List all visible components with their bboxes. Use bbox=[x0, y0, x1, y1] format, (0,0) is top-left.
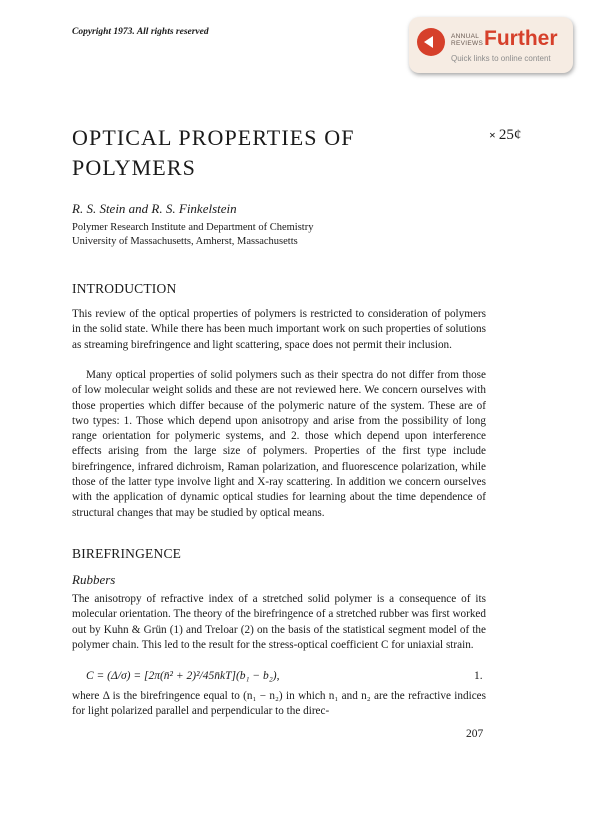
play-back-icon bbox=[417, 28, 445, 56]
page-number: 207 bbox=[466, 728, 484, 740]
birefringence-paragraph-2: where Δ is the birefringence equal to (n₁ − n₂) in which n₁ and n₂ are the refractive indices for light polarized parallel and perpendicular to the direc- bbox=[72, 690, 486, 718]
section-heading-birefringence: BIREFRINGENCE bbox=[72, 546, 182, 561]
equation-1: C = (Δ/σ) = [2π(n̄² + 2)²/45n̄kT](b₁ − b₂), bbox=[86, 670, 280, 682]
price-label bbox=[489, 127, 521, 144]
authors: R. S. Stein and R. S. Finkelstein bbox=[72, 201, 237, 216]
banner-further: Further bbox=[484, 27, 558, 50]
birefringence-paragraph-1: The anisotropy of refractive index of a stretched solid polymer is a consequence of its molecular orientation. The theory of the birefringence of a stretched rubber was first worked out by Kuhn & Grün (1) and Treloar (2) on the basis of the statistical segment model of the polymer chain. This led to the result for the stress-optical coefficient C for uniaxial strain. bbox=[72, 593, 486, 651]
banner-annual: ANNUAL bbox=[451, 33, 480, 40]
copyright-notice: Copyright 1973. All rights reserved bbox=[72, 27, 209, 37]
subsection-heading-rubbers: Rubbers bbox=[72, 572, 116, 587]
price-value: 25¢ bbox=[498, 127, 522, 143]
affiliation-line-1: Polymer Research Institute and Department of Chemistry bbox=[72, 222, 314, 233]
banner-reviews: REVIEWS bbox=[451, 40, 484, 47]
intro-paragraph-2: Many optical properties of solid polymers such as their spectra do not differ from those of low molecular weight solids and these are not reviewed here. We concern ourselves with those properties which differ because of the polymeric nature of the system. These are of two types: 1. Those which depend upon anisotropy and arise from the possibility of long range orientation for polymeric systems, and 2. those which depend upon interference effects arising from the large size of polymers. Properties of the first type include birefringence, infrared dichroism, Raman polarization, and fluorescence polarization, while those of the latter type involve light and X-ray scattering. In addition we concern ourselves with the application of dynamic optical studies for learning about the time dependence of structural changes that may be studied by optical means. bbox=[72, 369, 486, 519]
price-mark: × bbox=[489, 128, 496, 142]
equation-number: 1. bbox=[474, 670, 483, 682]
section-heading-introduction: INTRODUCTION bbox=[72, 281, 177, 296]
title-line-2: POLYMERS bbox=[72, 155, 196, 180]
title-line-1: OPTICAL PROPERTIES OF bbox=[72, 125, 355, 150]
banner-small-label bbox=[451, 33, 483, 47]
affiliation bbox=[72, 221, 313, 249]
further-banner[interactable] bbox=[409, 17, 573, 73]
affiliation-line-2: University of Massachusetts, Amherst, Massachusetts bbox=[72, 236, 298, 247]
banner-subtitle[interactable]: Quick links to online content bbox=[451, 54, 551, 63]
intro-paragraph-1: This review of the optical properties of polymers is restricted to consideration of polymers in the solid state. While there has been much important work on such properties of solutions as streaming birefringence and light scattering, space does not permit their inclusion. bbox=[72, 308, 486, 351]
article-title bbox=[72, 123, 355, 183]
